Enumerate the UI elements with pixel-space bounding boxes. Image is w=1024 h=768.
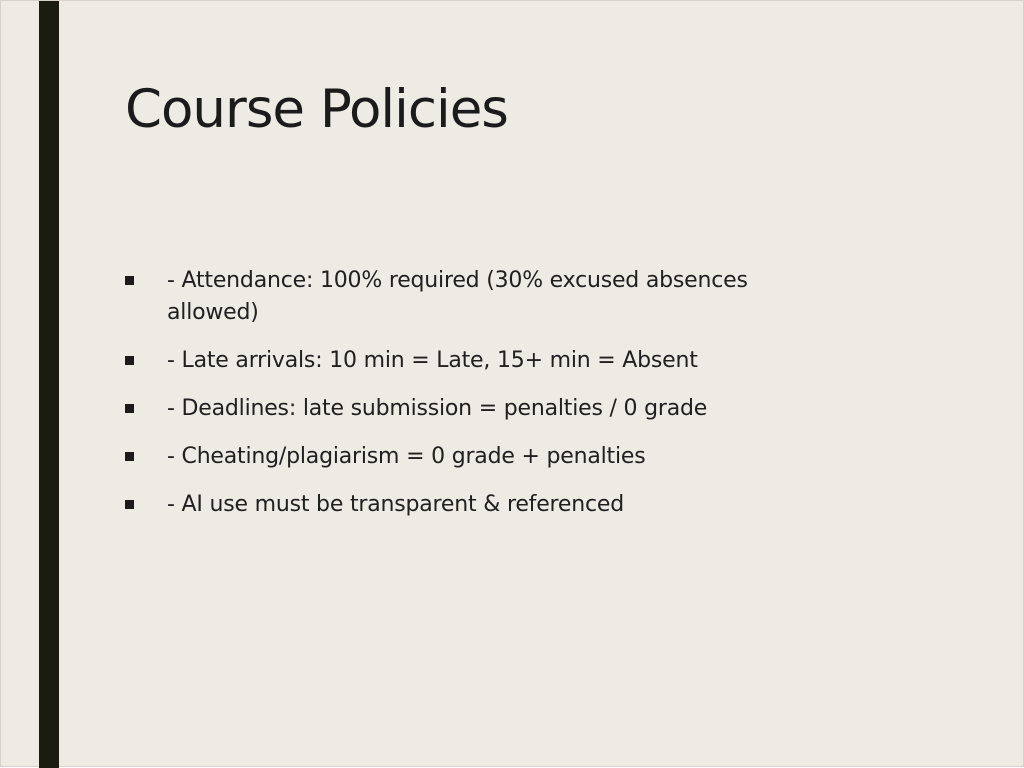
square-bullet-icon	[125, 276, 134, 285]
square-bullet-icon	[125, 500, 134, 509]
bullet-text: - Deadlines: late submission = penalties / 0 grade	[167, 396, 708, 421]
square-bullet-icon	[125, 404, 134, 413]
bullet-item-attendance	[125, 265, 845, 329]
bullet-text: - Late arrivals: 10 min = Late, 15+ min = Absent	[167, 348, 698, 373]
bullet-text: - AI use must be transparent & referenced	[167, 492, 624, 517]
accent-bar	[39, 1, 59, 768]
square-bullet-icon	[125, 452, 134, 461]
bullet-item-late-arrivals	[125, 345, 845, 377]
square-bullet-icon	[125, 356, 134, 365]
bullet-text: - Attendance: 100% required (30% excused absences allowed)	[167, 268, 748, 325]
bullet-list	[125, 265, 845, 537]
bullet-item-ai-use	[125, 489, 845, 521]
slide-title: Course Policies	[125, 79, 508, 140]
bullet-text: - Cheating/plagiarism = 0 grade + penalties	[167, 444, 646, 469]
bullet-item-deadlines	[125, 393, 845, 425]
bullet-item-cheating	[125, 441, 845, 473]
